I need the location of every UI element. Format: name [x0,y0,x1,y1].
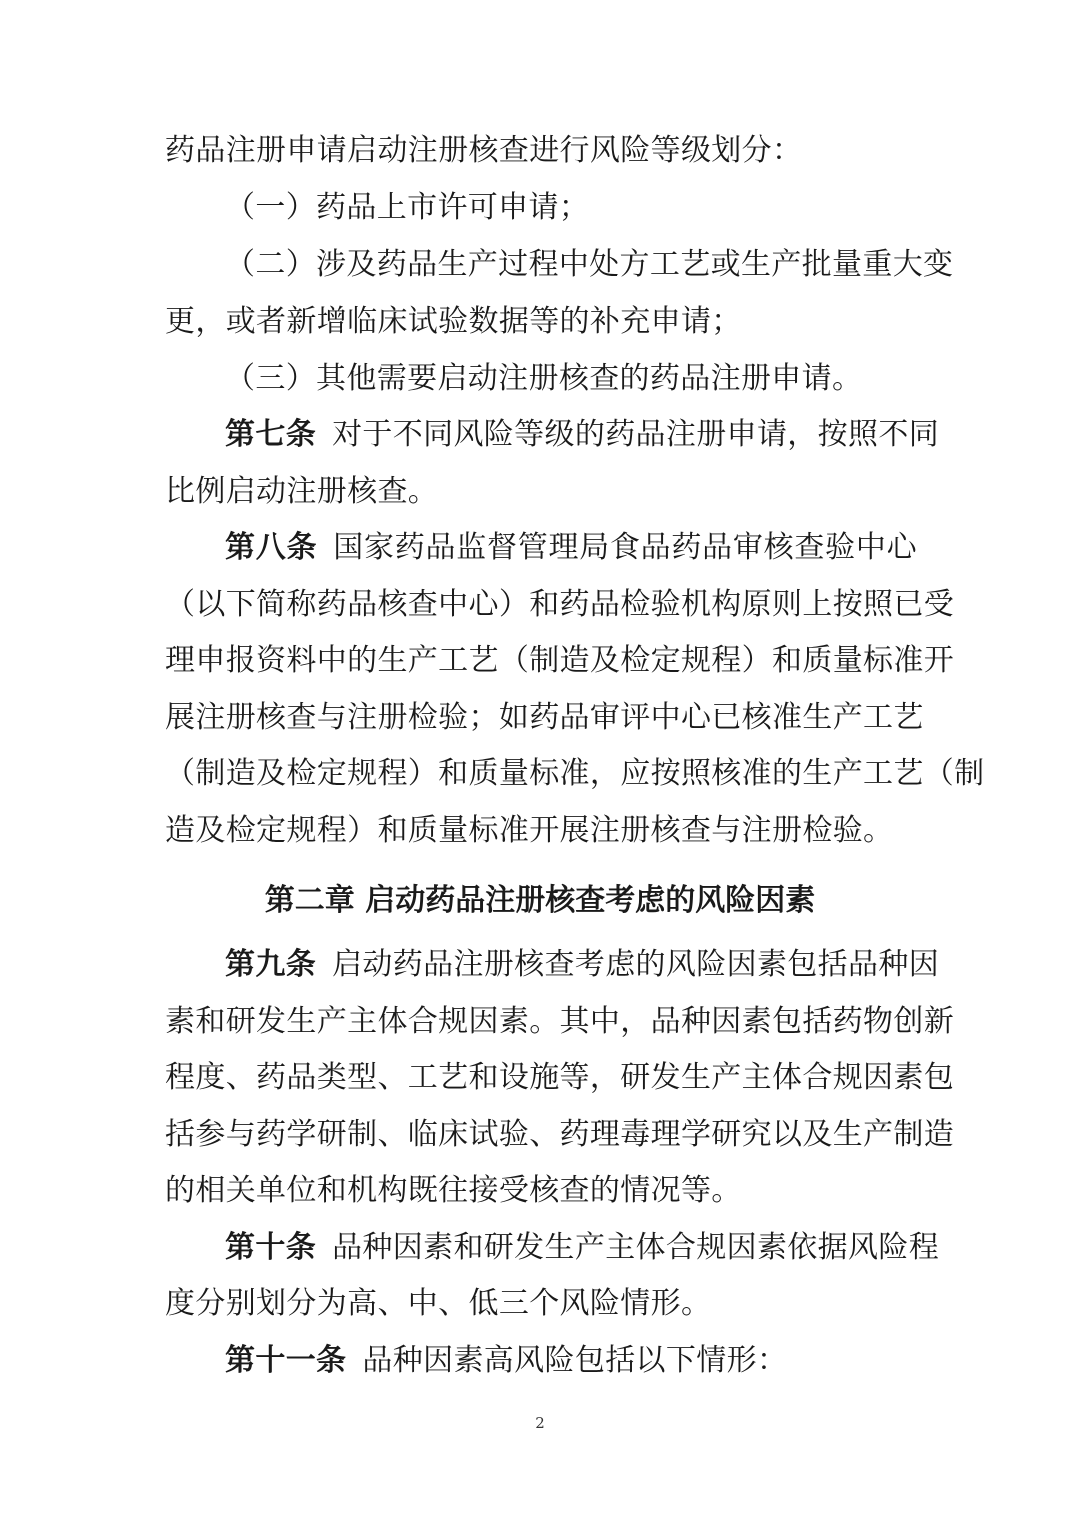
page-number: 2 [535,1414,545,1432]
list-item-3: （三）其他需要启动注册核查的药品注册申请。 [225,361,863,396]
article-8-text: 国家药品监督管理局食品药品审核查验中心 [333,530,917,565]
paragraph-line: 药品注册申请启动注册核查进行风险等级划分： [165,133,803,168]
article-10-text: 品种因素和研发生产主体合规因素依据风险程 [332,1230,940,1265]
article-9-line-5: 的相关单位和机构既往接受核查的情况等。 [165,1173,742,1208]
article-8-line-6: 造及检定规程）和质量标准开展注册核查与注册检验。 [165,813,894,848]
article-8-line-1 [225,519,917,577]
article-9-label: 第九条 [225,947,317,982]
article-7-line-1 [225,406,940,464]
article-10-line-1 [225,1219,940,1277]
article-8-line-2: （以下简称药品核查中心）和药品检验机构原则上按照已受 [165,587,955,622]
article-9-line-4: 括参与药学研制、临床试验、药理毒理学研究以及生产制造 [165,1117,955,1152]
article-11-text: 品种因素高风险包括以下情形： [362,1343,788,1378]
article-8-line-5: （制造及检定规程）和质量标准，应按照核准的生产工艺（制 [165,756,985,791]
article-11-line-1 [225,1332,917,1390]
article-8-line-4: 展注册核查与注册检验；如药品审评中心已核准生产工艺 [165,700,924,735]
article-7-text: 对于不同风险等级的药品注册申请，按照不同 [332,417,940,452]
article-9-line-1 [225,936,940,994]
list-item-2-line-1: （二）涉及药品生产过程中处方工艺或生产批量重大变 [225,247,954,282]
article-7-line-2: 比例启动注册核查。 [165,474,439,509]
article-9-text: 启动药品注册核查考虑的风险因素包括品种因 [332,947,940,982]
article-10-label: 第十条 [225,1230,317,1265]
article-10-line-2: 度分别划分为高、中、低三个风险情形。 [165,1286,712,1321]
article-7-label: 第七条 [225,417,317,452]
article-9-line-3: 程度、药品类型、工艺和设施等，研发生产主体合规因素包 [165,1060,955,1095]
article-9-line-2: 素和研发生产主体合规因素。其中，品种因素包括药物创新 [165,1004,955,1039]
list-item-1: （一）药品上市许可申请； [225,190,590,225]
chapter-2-heading: 第二章 启动药品注册核查考虑的风险因素 [264,883,816,918]
article-11-label: 第十一条 [225,1343,347,1378]
article-8-line-3: 理申报资料中的生产工艺（制造及检定规程）和质量标准开 [165,643,955,678]
article-8-label: 第八条 [225,530,318,565]
list-item-2-line-2: 更，或者新增临床试验数据等的补充申请； [165,304,742,339]
